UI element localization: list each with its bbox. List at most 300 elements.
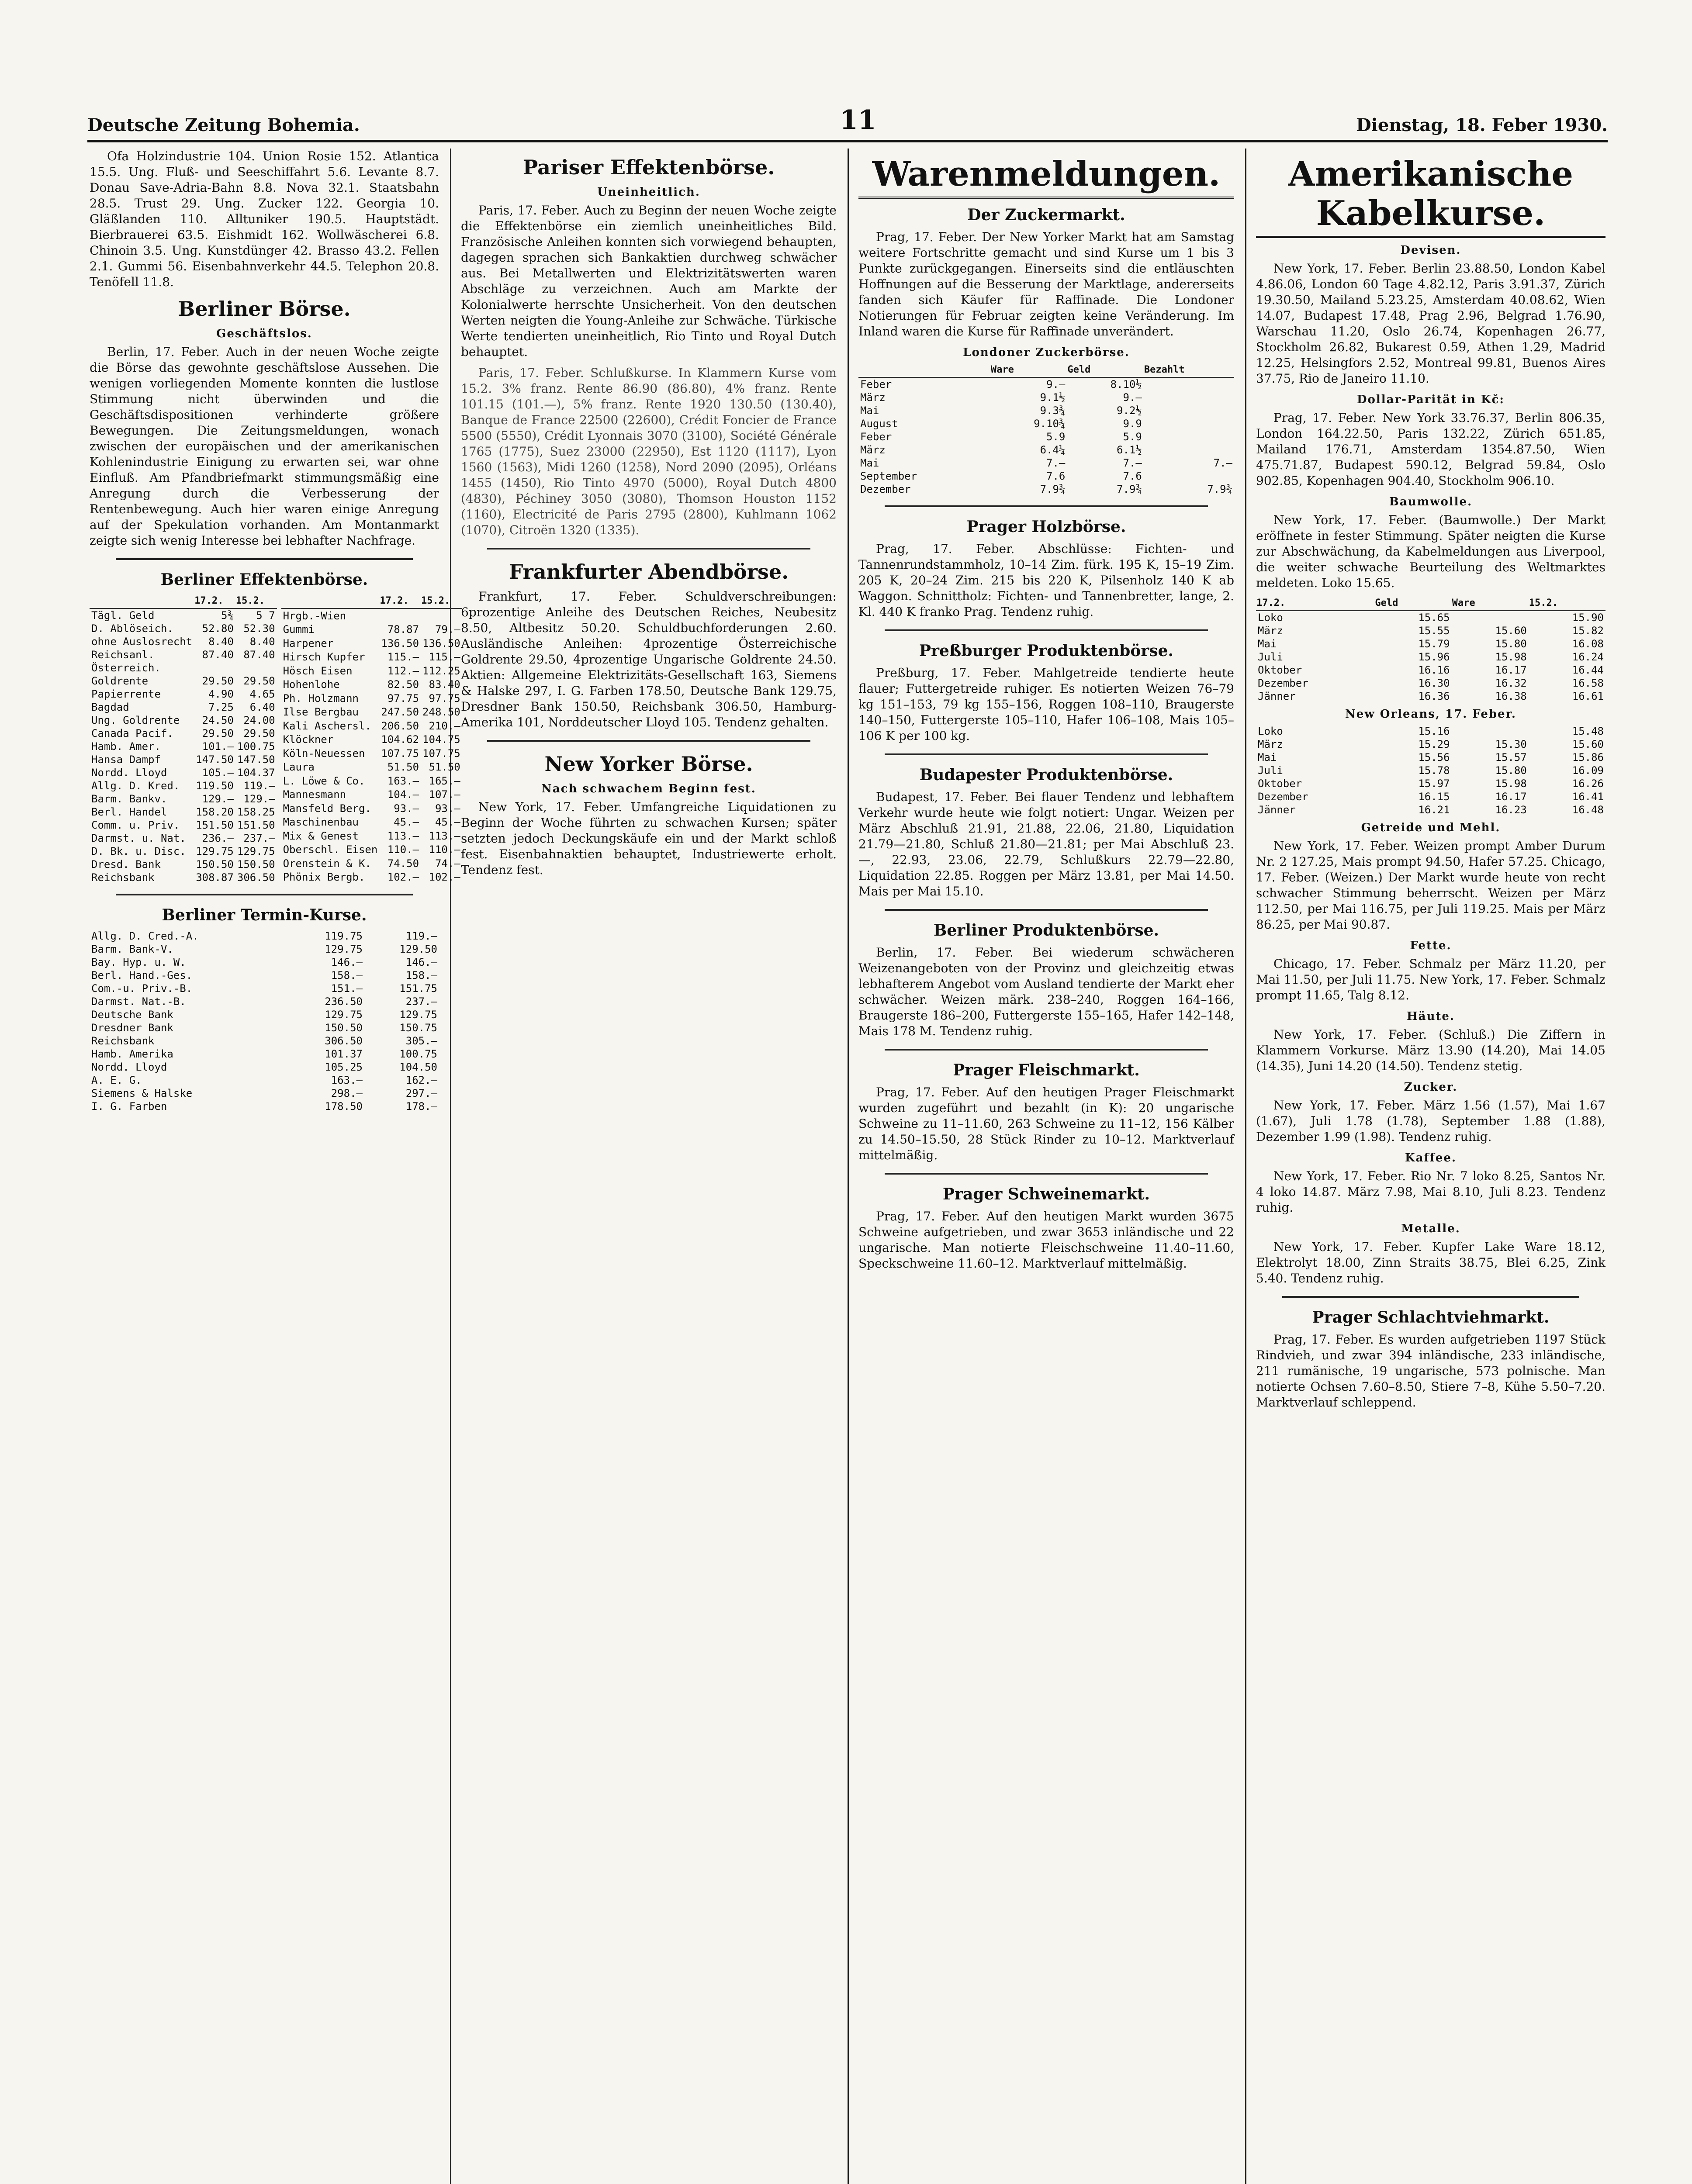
row-label: Dresd. Bank bbox=[91, 858, 161, 871]
row-value: 100.75 bbox=[237, 740, 275, 753]
row-label: Österreich. bbox=[91, 662, 161, 674]
row-value: 45.— bbox=[394, 816, 419, 829]
termin-table bbox=[90, 930, 439, 1113]
section-title-holzboerse: Prager Holzbörse. bbox=[966, 518, 1126, 536]
table-header: 15.2. bbox=[235, 594, 277, 608]
row-value: 129.75 bbox=[237, 845, 275, 857]
row-value: 16.24 bbox=[1572, 651, 1604, 663]
section-divider bbox=[885, 505, 1208, 507]
row-label: Goldrente bbox=[91, 675, 149, 687]
table-row bbox=[1256, 677, 1605, 690]
row-label: Oktober bbox=[1258, 778, 1302, 790]
row-value: 15.30 bbox=[1495, 738, 1527, 750]
table-row bbox=[90, 943, 439, 956]
section-divider bbox=[885, 909, 1208, 911]
row-label: März bbox=[860, 391, 886, 404]
row-label: März bbox=[1258, 738, 1283, 750]
row-label: Papierrente bbox=[91, 688, 161, 700]
row-label: I. G. Farben bbox=[91, 1100, 167, 1113]
row-value: 6.40 bbox=[249, 701, 275, 713]
row-value: 15.55 bbox=[1418, 625, 1450, 637]
section-title-pariser-boerse: Pariser Effektenbörse. bbox=[522, 156, 775, 179]
row-value: 7.9¾ bbox=[1207, 483, 1232, 495]
page-number: 11 bbox=[840, 105, 876, 135]
row-label: Mannesmann bbox=[283, 788, 346, 801]
row-value: 16.21 bbox=[1418, 804, 1450, 816]
row-label: Feber bbox=[860, 431, 892, 443]
row-value: 110.— bbox=[429, 843, 460, 856]
table-row bbox=[858, 417, 1234, 430]
row-value: 7.— bbox=[1213, 457, 1232, 469]
table-row bbox=[90, 995, 439, 1008]
row-label: Loko bbox=[1258, 725, 1283, 737]
article-text: Prag, 17. Feber. Es wurden aufgetrieben 1197 Stück Rindvieh, und zwar 394 inländische, 233 inländische, 211 rumänische, 19 ungarische, 573 polnische. Man notierte Ochsen 7.60–8.50, Stiere 7–8, Kühe 5.50–7.20. Marktverlauf schleppend. bbox=[1256, 1332, 1605, 1410]
row-value: 151.50 bbox=[237, 819, 275, 831]
section-title-berlin-produkten: Berliner Produktenbörse. bbox=[933, 921, 1159, 940]
table-row bbox=[90, 701, 277, 714]
table-row bbox=[90, 661, 277, 674]
section-title-warenmeldungen: Warenmeldungen. bbox=[858, 155, 1234, 199]
row-value: 147.50 bbox=[196, 753, 234, 766]
row-value: 74.— bbox=[435, 857, 460, 870]
row-value: 105.— bbox=[202, 767, 234, 779]
table-row bbox=[1256, 777, 1605, 790]
table-row bbox=[90, 688, 277, 701]
row-value: 150.50 bbox=[325, 1022, 363, 1034]
row-label: Hösch Eisen bbox=[283, 664, 353, 677]
row-label: Reichsanl. bbox=[91, 649, 155, 661]
row-value bbox=[421, 608, 462, 623]
row-value: 87.40 bbox=[243, 649, 275, 661]
table-row bbox=[1256, 803, 1605, 816]
table-row bbox=[90, 858, 277, 871]
row-value: 206.50 bbox=[381, 719, 419, 732]
row-label: Phönix Bergb. bbox=[283, 871, 365, 884]
row-label: Klöckner bbox=[283, 733, 334, 746]
table-row bbox=[90, 871, 277, 884]
row-value: 147.50 bbox=[237, 753, 275, 766]
article-text: New York, 17. Feber. März 1.56 (1.57), Mai 1.67 (1.67), Juli 1.78 (1.78), September 1.88 (1.88), Dezember 1.99 (1.98). Tendenz ruhig. bbox=[1256, 1098, 1605, 1144]
table-row bbox=[281, 815, 462, 829]
table-row bbox=[281, 650, 462, 664]
row-label: Berl. Handel bbox=[91, 806, 167, 818]
table-row bbox=[281, 719, 462, 733]
row-value: 151.75 bbox=[399, 982, 437, 995]
section-title-termin-kurse: Berliner Termin-Kurse. bbox=[162, 906, 367, 924]
table-header bbox=[281, 594, 380, 608]
section-divider bbox=[116, 558, 413, 560]
row-value: 248.50 bbox=[422, 706, 460, 719]
row-label: Juli bbox=[1258, 764, 1283, 777]
row-value: 5.9 bbox=[1046, 431, 1066, 443]
row-label: Com.-u. Priv.-B. bbox=[91, 982, 193, 995]
row-label: Maschinenbau bbox=[283, 816, 359, 829]
table-header: 15.2. bbox=[1529, 596, 1605, 611]
row-label: Oktober bbox=[1258, 664, 1302, 676]
row-value: 178.— bbox=[405, 1100, 437, 1113]
row-value: 9.10¾ bbox=[1034, 418, 1066, 430]
table-row bbox=[90, 819, 277, 832]
row-label: Hohenlohe bbox=[283, 678, 340, 691]
table-row bbox=[858, 391, 1234, 404]
row-value: 7.— bbox=[1123, 457, 1142, 469]
section-subtitle: Metalle. bbox=[1401, 1222, 1460, 1235]
row-label: Barm. Bankv. bbox=[91, 793, 167, 805]
table-row bbox=[90, 982, 439, 995]
row-value: 136.50 bbox=[381, 637, 419, 650]
table-row bbox=[90, 608, 277, 622]
row-value: 9.— bbox=[1046, 378, 1066, 390]
row-value bbox=[1144, 417, 1234, 430]
row-value: 136.50 bbox=[422, 637, 460, 650]
table-body bbox=[281, 608, 462, 884]
section-title-budapest: Budapester Produktenbörse. bbox=[919, 766, 1173, 784]
row-value: 15.98 bbox=[1495, 778, 1527, 790]
row-label: Hamb. Amer. bbox=[91, 740, 161, 753]
row-value: 9.1½ bbox=[1040, 391, 1066, 404]
row-value: 16.17 bbox=[1495, 791, 1527, 803]
column-4 bbox=[1256, 149, 1605, 2184]
row-value: 110.— bbox=[387, 843, 419, 856]
section-divider bbox=[885, 1173, 1208, 1175]
row-label: Mai bbox=[860, 457, 879, 469]
row-value: 15.78 bbox=[1418, 764, 1450, 777]
row-label: Laura bbox=[283, 761, 315, 774]
row-value: 178.50 bbox=[325, 1100, 363, 1113]
section-title-fleischmarkt: Prager Fleischmarkt. bbox=[953, 1061, 1140, 1079]
table-row bbox=[281, 677, 462, 691]
row-value: 102.— bbox=[429, 871, 460, 884]
row-value: 15.96 bbox=[1418, 651, 1450, 663]
section-title-kabelkurse: Amerikanische Kabelkurse. bbox=[1256, 155, 1605, 238]
row-label: September bbox=[860, 470, 917, 482]
table-row bbox=[281, 664, 462, 677]
table-row bbox=[281, 829, 462, 843]
row-label: August bbox=[860, 418, 898, 430]
row-label: Tägl. Geld bbox=[91, 609, 155, 622]
row-value: 115.— bbox=[429, 651, 460, 663]
row-value: 104.62 bbox=[381, 733, 419, 746]
table-row bbox=[90, 930, 439, 943]
row-value: 7.6 bbox=[1123, 470, 1142, 482]
section-divider bbox=[885, 629, 1208, 631]
row-value bbox=[1144, 404, 1234, 417]
row-label: Dezember bbox=[1258, 677, 1308, 689]
table-header: 15.2. bbox=[421, 594, 462, 608]
row-value: 8.40 bbox=[249, 636, 275, 648]
row-value: 29.50 bbox=[243, 675, 275, 687]
row-value: 24.50 bbox=[202, 714, 234, 726]
row-label: Jänner bbox=[1258, 804, 1296, 816]
table-body bbox=[858, 377, 1234, 496]
row-value: 7.— bbox=[1046, 457, 1066, 469]
row-label: Allg. D. Cred.-A. bbox=[91, 930, 199, 942]
row-value: 78.87 bbox=[387, 623, 419, 636]
section-subtitle-london: Londoner Zuckerbörse. bbox=[963, 346, 1130, 359]
row-value: 82.50 bbox=[387, 678, 419, 691]
table-header: 17.2. bbox=[194, 594, 235, 608]
row-label: Mix & Genest bbox=[283, 829, 359, 842]
section-title-zuckermarkt: Der Zuckermarkt. bbox=[967, 206, 1125, 224]
row-value: 7.25 bbox=[208, 701, 234, 713]
row-value: 15.80 bbox=[1495, 638, 1527, 650]
table-row bbox=[90, 740, 277, 753]
table-row bbox=[858, 377, 1234, 391]
row-label: ohne Auslosrecht bbox=[91, 636, 193, 648]
row-value: 16.26 bbox=[1572, 778, 1604, 790]
article-text: New York, 17. Feber. (Schluß.) Die Ziffern in Klammern Vorkurse. März 13.90 (14.20), Mai 14.05 (14.35), Juni 14.20 (14.50). Tendenz stetig. bbox=[1256, 1027, 1605, 1073]
row-label: Hrgb.-Wien bbox=[283, 609, 346, 622]
section-subtitle: New Orleans, 17. Feber. bbox=[1345, 708, 1516, 721]
article-text: Prag, 17. Feber. Der New Yorker Markt hat am Samstag weitere Fortschritte gemacht und sind Kurse um 1 bis 3 Punkte zurückgegangen. Einerseits sind die entläuschten Hoffnungen auf die Besserung der Marktlage, andererseits fanden sich Käufer für Raffinade. Die Londoner Notierungen für Februar zeigten keine Veränderung. Im Inland waren die Kurse für Raffinade unverändert. bbox=[858, 230, 1234, 339]
row-value: 16.41 bbox=[1572, 791, 1604, 803]
row-value: 112.— bbox=[387, 664, 419, 677]
row-label: Hamb. Amerika bbox=[91, 1048, 173, 1060]
row-value: 151.50 bbox=[196, 819, 234, 831]
table-row bbox=[90, 622, 277, 635]
row-label: Nordd. Lloyd bbox=[91, 1061, 167, 1073]
row-value: 15.60 bbox=[1572, 738, 1604, 750]
table-row bbox=[90, 635, 277, 648]
table-row bbox=[1256, 624, 1605, 637]
row-value: 8.10½ bbox=[1110, 378, 1142, 390]
row-value: 236.50 bbox=[325, 995, 363, 1008]
row-value: 151.— bbox=[331, 982, 363, 995]
table-row bbox=[1256, 725, 1605, 738]
article-text: Prag, 17. Feber. Auf den heutigen Prager Fleischmarkt wurden zugeführt und bezahlt (in K): 20 ungarische Schweine zu 11–11.60, 263 Schweine zu 11–12, 156 Kälber zu 14.50–15.50, 28 Stück Rinder zu 10–12. Marktverlauf mittelmäßig. bbox=[858, 1085, 1234, 1162]
column-3 bbox=[858, 149, 1234, 2184]
row-label: März bbox=[860, 444, 886, 456]
article-text: Prag, 17. Feber. Auf den heutigen Markt wurden 3675 Schweine aufgetrieben, und zwar 3653 inländische und 22 ungarische. Man notierte Fleischschweine 11.40–11.60, Speckschweine 11.60–12. Marktverlauf mittelmäßig. bbox=[858, 1209, 1234, 1271]
row-value: 52.30 bbox=[243, 622, 275, 635]
table-row bbox=[1256, 790, 1605, 803]
table-header: Geld bbox=[1374, 596, 1451, 611]
table-body bbox=[90, 608, 277, 884]
row-value: 87.40 bbox=[202, 649, 234, 661]
row-label: Berl. Hand.-Ges. bbox=[91, 969, 193, 981]
row-label: Ung. Goldrente bbox=[91, 714, 180, 726]
row-value: 15.86 bbox=[1572, 751, 1604, 764]
section-subtitle: Devisen. bbox=[1400, 244, 1461, 257]
row-label: Darmst. u. Nat. bbox=[91, 832, 186, 844]
row-value: 51.50 bbox=[387, 761, 419, 774]
row-value: 162.— bbox=[405, 1074, 437, 1086]
table-row bbox=[90, 1100, 439, 1113]
row-label: Reichsbank bbox=[91, 1035, 155, 1047]
section-title-frankfurter-abendboerse: Frankfurter Abendbörse. bbox=[509, 560, 789, 584]
row-value: 8.40 bbox=[208, 636, 234, 648]
table-row bbox=[858, 430, 1234, 443]
table-row bbox=[1256, 650, 1605, 663]
row-value: 104.50 bbox=[399, 1061, 437, 1073]
table-row bbox=[90, 792, 277, 805]
row-value: 15.80 bbox=[1495, 764, 1527, 777]
table-row bbox=[90, 969, 439, 982]
quote-table-right bbox=[281, 594, 462, 884]
row-value: 16.16 bbox=[1418, 664, 1450, 676]
row-value: 101.37 bbox=[325, 1048, 363, 1060]
table-row bbox=[281, 733, 462, 746]
row-label: Harpener bbox=[283, 637, 334, 650]
row-value: 129.— bbox=[243, 793, 275, 805]
row-value: 29.50 bbox=[202, 675, 234, 687]
table-row bbox=[90, 1034, 439, 1047]
row-value: 305.— bbox=[405, 1035, 437, 1047]
table-row bbox=[90, 845, 277, 858]
cotton-table-newyork bbox=[1256, 596, 1605, 703]
row-value: 45.— bbox=[435, 816, 460, 829]
row-value: 16.08 bbox=[1572, 638, 1604, 650]
row-value bbox=[1144, 377, 1234, 391]
table-header: 17.2. bbox=[379, 594, 421, 608]
row-value: 97.75 bbox=[387, 692, 419, 705]
table-header bbox=[90, 594, 194, 608]
table-row bbox=[1256, 611, 1605, 624]
quote-table-left bbox=[90, 594, 277, 884]
row-label: Dresdner Bank bbox=[91, 1022, 173, 1034]
row-value: 107.75 bbox=[381, 747, 419, 760]
row-value: 15.79 bbox=[1418, 638, 1450, 650]
article-text: Frankfurt, 17. Feber. Schuldverschreibungen: 6prozentige Anleihe des Deutschen Reiches, Neubesitz 8.50, Altbesitz 50.20. Schuldbuchforderungen 2.60. Ausländische Anleihen: 4prozentige Österreichische Goldrente 29.50, 4prozentige Ungarische Goldrente 24.50. Aktien: Allgemeine Elektrizitäts-Gesellschaft 163, Siemens & Halske 297, I. G. Farben 178.50, Deutsche Bank 129.75, Dresdner Bank 150.50, Reichsbank 306.50, Hamburg-Amerika 101, Norddeutscher Lloyd 105. Tendenz gehalten. bbox=[461, 589, 837, 729]
row-value: 100.75 bbox=[399, 1048, 437, 1060]
row-label: Juli bbox=[1258, 651, 1283, 663]
row-label: Mai bbox=[1258, 638, 1277, 650]
row-value: 15.48 bbox=[1572, 725, 1604, 737]
row-value: 93.— bbox=[394, 802, 419, 815]
row-value bbox=[194, 661, 235, 674]
row-value: 150.50 bbox=[237, 858, 275, 871]
row-value: 15.82 bbox=[1572, 625, 1604, 637]
table-row bbox=[1256, 690, 1605, 703]
row-label: Gummi bbox=[283, 623, 315, 636]
row-value bbox=[379, 608, 421, 623]
row-value: 113.— bbox=[429, 829, 460, 842]
newspaper-name: Deutsche Zeitung Bohemia. bbox=[87, 115, 360, 135]
row-value: 16.30 bbox=[1418, 677, 1450, 689]
issue-date: Dienstag, 18. Feber 1930. bbox=[1356, 115, 1608, 135]
table-body bbox=[1256, 725, 1605, 816]
table-row bbox=[90, 1047, 439, 1061]
row-value: 5 7 bbox=[256, 609, 275, 622]
row-label: Loko bbox=[1258, 612, 1283, 624]
row-value: 5¾ bbox=[221, 609, 234, 622]
section-subtitle: Baumwolle. bbox=[1389, 495, 1473, 508]
section-subtitle: Getreide und Mehl. bbox=[1361, 821, 1501, 834]
row-value bbox=[235, 661, 277, 674]
row-label: Siemens & Halske bbox=[91, 1087, 193, 1099]
row-value: 150.75 bbox=[399, 1022, 437, 1034]
row-value: 16.61 bbox=[1572, 690, 1604, 702]
table-header: Ware bbox=[990, 363, 1067, 377]
row-label: Bagdad bbox=[91, 701, 129, 713]
row-value: 16.44 bbox=[1572, 664, 1604, 676]
article-text: Prag, 17. Feber. New York 33.76.37, Berlin 806.35, London 164.22.50, Paris 132.22, Zürich 651.85, Mailand 176.71, Amsterdam 1354.87.50, Wien 475.71.87, Budapest 590.12, Belgrad 59.84, Oslo 902.85, Kopenhagen 904.40, Stockholm 906.10. bbox=[1256, 411, 1605, 488]
table-row bbox=[90, 727, 277, 740]
row-label: Hansa Dampf bbox=[91, 753, 161, 766]
row-value: 9.2½ bbox=[1117, 404, 1142, 417]
row-label: Darmst. Nat.-B. bbox=[91, 995, 186, 1008]
row-value: 79.— bbox=[435, 623, 460, 636]
row-label: Kali Aschersl. bbox=[283, 719, 371, 732]
row-label: Hirsch Kupfer bbox=[283, 651, 365, 663]
table-row bbox=[281, 623, 462, 636]
masthead bbox=[87, 105, 1608, 142]
row-label: Ph. Holzmann bbox=[283, 692, 359, 705]
row-value bbox=[1144, 391, 1234, 404]
london-sugar-table bbox=[858, 363, 1234, 496]
table-row bbox=[1256, 663, 1605, 677]
section-subtitle: Fette. bbox=[1410, 939, 1452, 952]
row-value: 119.— bbox=[243, 780, 275, 792]
table-row bbox=[281, 843, 462, 856]
row-value: 165.— bbox=[429, 774, 460, 787]
row-label: Nordd. Lloyd bbox=[91, 767, 167, 779]
section-subtitle: Häute. bbox=[1407, 1010, 1455, 1023]
row-value: 15.56 bbox=[1418, 751, 1450, 764]
row-value: 129.— bbox=[202, 793, 234, 805]
row-value: 16.58 bbox=[1572, 677, 1604, 689]
row-value: 29.50 bbox=[243, 727, 275, 740]
row-label: Mansfeld Berg. bbox=[283, 802, 371, 815]
table-header: Geld bbox=[1067, 363, 1143, 377]
article-text: Berlin, 17. Feber. Bei wiederum schwächeren Weizenangeboten von der Provinz und gleichzeitig etwas lebhafterem Angebot vom Ausland tendierte der Markt eher schwächer. Weizen märk. 238–240, Roggen 164–166, Braugerste 186–200, Futtergerste 155–165, Hafer 142–148, Mais 178 M. Tendenz ruhig. bbox=[858, 945, 1234, 1038]
row-value: 306.50 bbox=[237, 871, 275, 884]
row-value: 16.48 bbox=[1572, 804, 1604, 816]
section-subtitle: Dollar-Parität in Kč: bbox=[1356, 393, 1505, 406]
table-row bbox=[1256, 751, 1605, 764]
row-value: 115.— bbox=[387, 651, 419, 663]
column-rule bbox=[450, 149, 451, 2184]
row-value bbox=[1144, 443, 1234, 456]
row-value: 16.23 bbox=[1495, 804, 1527, 816]
table-row bbox=[281, 691, 462, 705]
budapest-quotes-tail: Ofa Holzindustrie 104. Union Rosie 152. Atlantica 15.5. Ung. Fluß- und Seeschiffahrt 5.6. Levante 8.7. Donau Save-Adria-Bahn 8.8. Nova 32.1. Staatsbahn 28.5. Trust 29. Ung. Zucker 122. Georgia 10. Gläßlanden 110. Alltuniker 190.5. Hauptstädt. Bierbrauerei 63.5. Eishmidt 162. Wollwäscherei 6.8. Chinoin 3.5. Ung. Kunstdünger 42. Brasso 43.2. Fellen 2.1. Gummi 56. Eisenbahnverkehr 44.5. Telephon 20.8. Tenöfell 11.8. bbox=[90, 149, 439, 289]
article-text: New York, 17. Feber. Berlin 23.88.50, London Kabel 4.86.06, London 60 Tage 4.82.12, Paris 3.91.37, Zürich 19.30.50, Mailand 5.23.25, Amsterdam 40.08.62, Wien 14.07, Budapest 17.48, Prag 2.96, Belgrad 1.76.90, Warschau 11.20, Oslo 26.74, Kopenhagen 26.77, Stockholm 26.82, Bukarest 0.59, Athen 1.29, Madrid 12.25, Helsingfors 2.52, Montreal 99.81, Buenos Aires 37.75, Rio de Janeiro 11.10. bbox=[1256, 261, 1605, 386]
row-value: 107.— bbox=[429, 788, 460, 801]
section-divider bbox=[487, 740, 810, 742]
section-title-schweinemarkt: Prager Schweinemarkt. bbox=[942, 1185, 1150, 1203]
table-row bbox=[281, 760, 462, 774]
row-label: L. Löwe & Co. bbox=[283, 774, 365, 787]
row-value: 129.75 bbox=[325, 1009, 363, 1021]
article-text: New York, 17. Feber. Umfangreiche Liquidationen zu Beginn der Woche führten zu schwachen Kursen; später setzten jedoch Deckungskäufe ein und der Markt schloß fest. Eisenbahnaktien behauptet, Industriewerte erholt. Tendenz fest. bbox=[461, 800, 837, 877]
table-row bbox=[858, 456, 1234, 470]
table-row bbox=[90, 832, 277, 845]
row-value: 9.9 bbox=[1123, 418, 1142, 430]
row-value: 119.75 bbox=[325, 930, 363, 942]
table-header: Ware bbox=[1452, 596, 1529, 611]
row-value: 158.20 bbox=[196, 806, 234, 818]
row-value: 158.— bbox=[331, 969, 363, 981]
row-value: 15.98 bbox=[1495, 651, 1527, 663]
row-value: 9.3¾ bbox=[1040, 404, 1066, 417]
row-value: 15.65 bbox=[1418, 612, 1450, 624]
row-value: 52.80 bbox=[202, 622, 234, 635]
article-text: Berlin, 17. Feber. Auch in der neuen Woche zeigte die Börse das gewohnte geschäftslose Aussehen. Die wenigen vorliegenden Momente konnten die lustlose Stimmung nicht überwinden und die Geschäftsdispositionen verhinderte größere Bewegungen. Die Zeitungsmeldungen, wonach zwischen der europäischen und der amerikanischen Kohlenindustrie Einigung zu erwarten sei, war ohne Einfluß. Am Pfandbriefmarkt stimmungsmäßig eine Anregung durch die Verbesserung der Rentenbewegung. Auch hier waren einige Anregung auf der Spekulation vorhanden. Am Montanmarkt zeigte sich wenig Interesse bei lebhafter Nachfrage. bbox=[90, 345, 439, 548]
row-value bbox=[1452, 611, 1529, 624]
column-2 bbox=[461, 149, 837, 2184]
row-value: 9.— bbox=[1123, 391, 1142, 404]
section-subtitle: Kaffee. bbox=[1405, 1151, 1457, 1165]
table-body bbox=[1256, 611, 1605, 703]
row-value: 104.37 bbox=[237, 767, 275, 779]
table-row bbox=[90, 766, 277, 779]
article-text: Budapest, 17. Feber. Bei flauer Tendenz und lebhaftem Verkehr wurde heute wie folgt notiert: Ungar. Weizen per März Abschluß 21.91, 21.88, 22.06, 21.80, Liquidation 21.79—21.80, Schluß 21.80—21.81; per Mai Abschluß 23.—, 22.93, 23.06, 22.79, Schlußkurs 22.79—22.80, Liquidation 22.85. Roggen per März 13.81, per Mai 14.50. Mais per Mai 15.10. bbox=[858, 790, 1234, 898]
table-row bbox=[281, 705, 462, 719]
table-row bbox=[90, 1008, 439, 1021]
row-value: 247.50 bbox=[381, 706, 419, 719]
row-value: 105.25 bbox=[325, 1061, 363, 1073]
